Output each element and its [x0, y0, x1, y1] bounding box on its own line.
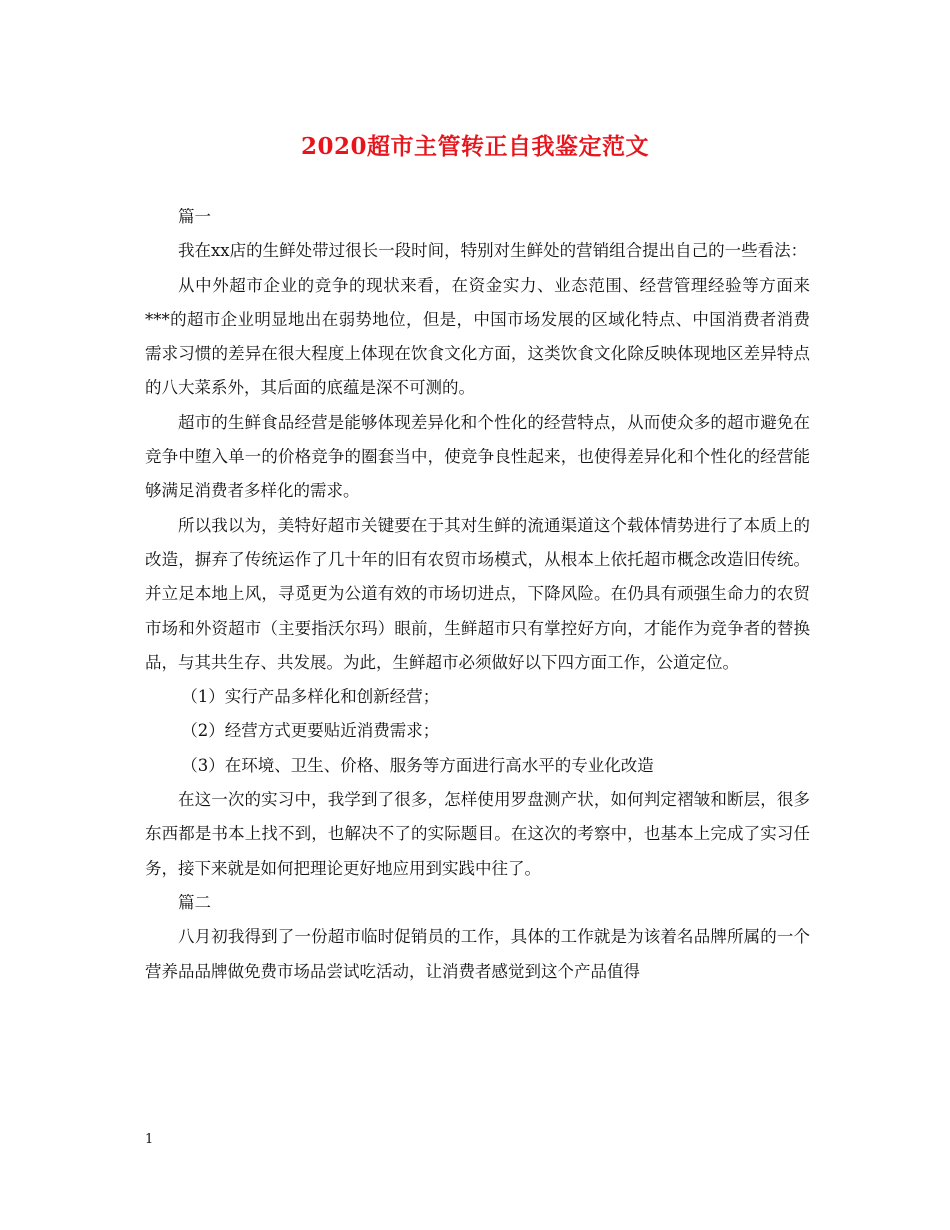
section-heading: 篇二 [178, 892, 211, 912]
list-item: （3）在环境、卫生、价格、服务等方面进行高水平的专业化改造 [181, 755, 654, 775]
list-item: （2）经营方式更要贴近消费需求； [181, 721, 440, 741]
document-title: 2020超市主管转正自我鉴定范文 [300, 133, 649, 160]
paragraph: 从中外超市企业的竞争的现状来看，在资金实力、业态范围、经营管理经验等方面来***的超市企业明显地出在弱势地位，但是，中国市场发展的区域化特点、中国消费者消费需求习惯的差异在很大程度上体现在饮食文化方面，这类饮食文化除反映体现地区差异特点的八大菜系外，其后面的底蕴是深不可测的。 [145, 275, 810, 398]
page-number: 1 [145, 1132, 154, 1147]
paragraph: 超市的生鲜食品经营是能够体现差异化和个性化的经营特点，从而使众多的超市避免在竞争中堕入单一的价格竞争的圈套当中，使竞争良性起来，也使得差异化和个性化的经营能够满足消费者多样化的需求。 [145, 412, 810, 501]
paragraph: 八月初我得到了一份超市临时促销员的工作，具体的工作就是为该着名品牌所属的一个营养品品牌做免费市场品尝试吃活动，让消费者感觉到这个产品值得 [145, 927, 810, 981]
document-body [145, 200, 810, 989]
paragraph: 在这一次的实习中，我学到了很多，怎样使用罗盘测产状，如何判定褶皱和断层，很多东西都是书本上找不到，也解决不了的实际题目。在这次的考察中，也基本上完成了实习任务，接下来就是如何把理论更好地应用到实践中往了。 [145, 790, 810, 878]
paragraph: 所以我以为，美特好超市关键要在于其对生鲜的流通渠道这个载体情势进行了本质上的改造，摒弃了传统运作了几十年的旧有农贸市场模式，从根本上依托超市概念改造旧传统。并立足本地上风，寻觅更为公道有效的市场切进点，下降风险。在仍具有顽强生命力的农贸市场和外资超市（主要指沃尔玛）眼前，生鲜超市只有掌控好方向，才能作为竞争者的替换品，与其共生存、共发展。为此，生鲜超市必须做好以下四方面工作，公道定位。 [145, 515, 810, 672]
paragraph: 我在xx店的生鲜处带过很长一段时间，特别对生鲜处的营销组合提出自己的一些看法： [178, 241, 808, 261]
list-item: （1）实行产品多样化和创新经营； [181, 687, 440, 707]
section-heading: 篇一 [178, 207, 211, 226]
